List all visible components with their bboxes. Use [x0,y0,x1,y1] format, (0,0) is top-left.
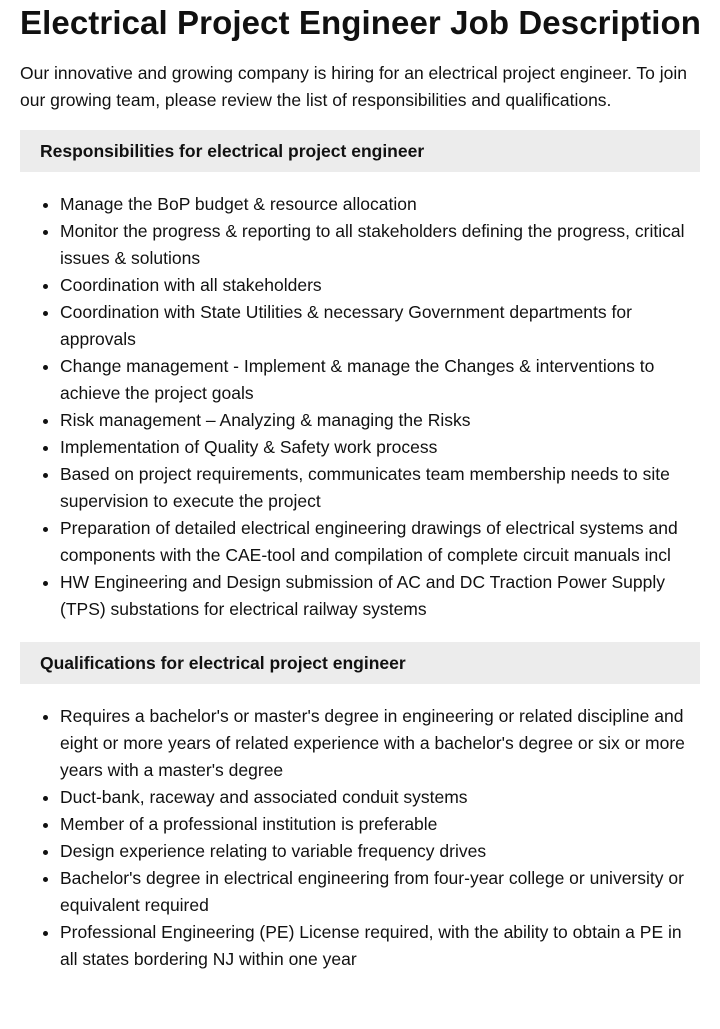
page-title: Electrical Project Engineer Job Description [20,4,702,41]
list-item: • Requires a bachelor's or master's degree in engineering or related discipline and eight or more years of related experience with a bachelor's degree or six or more years with a master's degree [60,703,700,784]
qualifications-heading: Qualifications for electrical project engineer [20,642,700,684]
responsibilities-list [20,191,700,623]
list-item: • Professional Engineering (PE) License required, with the ability to obtain a PE in all states bordering NJ within one year [60,919,700,973]
list-item: • Change management - Implement & manage the Changes & interventions to achieve the project goals [60,353,700,407]
list-item: • Preparation of detailed electrical engineering drawings of electrical systems and components with the CAE-tool and compilation of complete circuit manuals incl [60,515,700,569]
list-item: • Risk management – Analyzing & managing the Risks [60,407,700,434]
list-item: • Based on project requirements, communicates team membership needs to site supervision to execute the project [60,461,700,515]
qualifications-list [20,703,700,973]
list-item: • Member of a professional institution is preferable [60,811,700,838]
intro-paragraph: Our innovative and growing company is hiring for an electrical project engineer. To join our growing team, please review the list of responsibilities and qualifications. [20,63,687,110]
list-item: • Coordination with State Utilities & necessary Government departments for approvals [60,299,700,353]
list-item: • HW Engineering and Design submission of AC and DC Traction Power Supply (TPS) substations for electrical railway systems [60,569,700,623]
responsibilities-heading: Responsibilities for electrical project engineer [20,130,700,172]
list-item: • Bachelor's degree in electrical engineering from four-year college or university or equivalent required [60,865,700,919]
list-item: • Manage the BoP budget & resource allocation [60,191,700,218]
list-item: • Duct-bank, raceway and associated conduit systems [60,784,700,811]
list-item: • Coordination with all stakeholders [60,272,700,299]
list-item: • Implementation of Quality & Safety work process [60,434,700,461]
list-item: • Monitor the progress & reporting to all stakeholders defining the progress, critical issues & solutions [60,218,700,272]
list-item: • Design experience relating to variable frequency drives [60,838,700,865]
